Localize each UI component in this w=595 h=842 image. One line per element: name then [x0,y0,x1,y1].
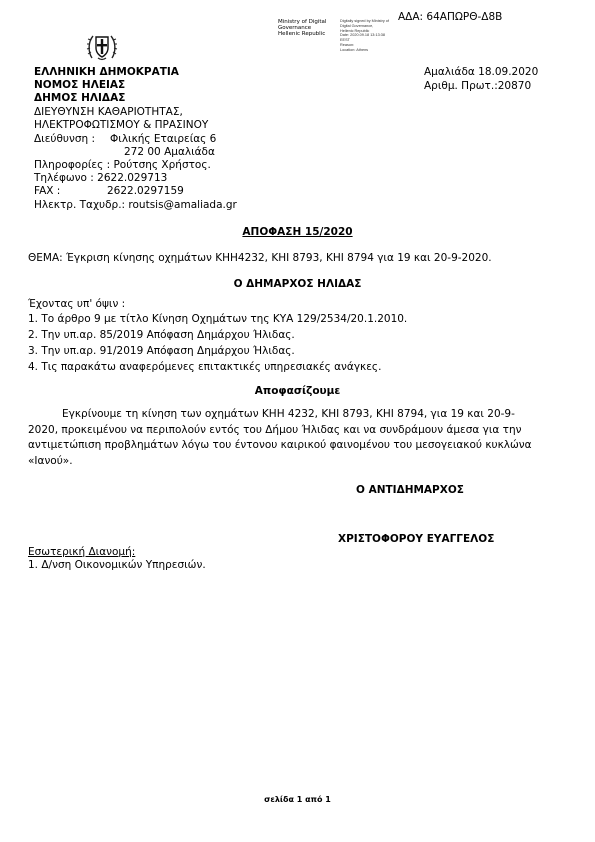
address-label: Διεύθυνση : [34,133,96,145]
fax-label: FAX : [34,185,61,197]
signature-detail-line: Digitally signed by Ministry of [340,19,389,23]
subject-line: ΘΕΜΑ: Έγκριση κίνησης οχημάτων ΚΗΗ4232, ΚΗΙ 8793, ΚΗΙ 8794 για 19 και 20-9-2020. [28,252,492,264]
signature-detail-line: Reason: [340,42,355,47]
department-line: ΔΙΕΥΘΥΝΣΗ ΚΑΘΑΡΙΟΤΗΤΑΣ, [34,106,183,118]
consideration-item: 1. Το άρθρο 9 με τίτλο Κίνηση Οχημάτων της ΚΥΑ 129/2534/20.1.2010. [28,313,408,325]
ada-code: ΑΔΑ: 64ΑΠΩΡΘ-Δ8Β [398,11,503,23]
org-line: ΝΟΜΟΣ ΗΛΕΙΑΣ [34,79,126,91]
signature-detail-line: Hellenic Republic [340,28,370,33]
signature-detail-line: Location: Athens [340,47,369,52]
decide-heading: Αποφασίζουμε [254,385,341,397]
signature-detail-line: Date: 2020.09.18 13:13:38 [340,33,385,38]
signatory-title: Ο ΑΝΤΙΔΗΜΑΡΧΟΣ [356,484,464,496]
signature-org-line: Ministry of Digital [278,19,327,25]
mayor-heading: Ο ΔΗΜΑΡΧΟΣ ΗΛΙΔΑΣ [233,278,362,290]
signature-detail-line: EEST [340,38,350,43]
greek-coat-of-arms-icon [86,30,118,62]
distribution-item: 1. Δ/νση Οικονομικών Υπηρεσιών. [28,559,206,571]
org-line: ΕΛΛΗΝΙΚΗ ΔΗΜΟΚΡΑΤΙΑ [34,66,179,78]
protocol-number: Αριθμ. Πρωτ.:20870 [424,80,532,92]
body-text-line: «Ιανού». [28,455,73,467]
consideration-item: 4. Τις παρακάτω αναφερόμενες επιτακτικές υπηρεσιακές ανάγκες. [28,361,382,373]
org-line: ΔΗΜΟΣ ΗΛΙΔΑΣ [34,92,126,104]
distribution-heading: Εσωτερική Διανομή: [28,546,136,558]
page-footer: σελίδα 1 από 1 [264,795,331,804]
body-text-line: Εγκρίνουμε τη κίνηση των οχημάτων ΚΗΗ 4232, ΚΗΙ 8793, ΚΗΙ 8794, για 19 και 20-9- [62,408,515,420]
signature-org-line: Hellenic Republic [278,31,326,37]
fax-number: 2622.0297159 [107,185,184,197]
contact-person: Πληροφορίες : Ρούτσης Χρήστος. [34,159,211,171]
place-date: Αμαλιάδα 18.09.2020 [424,66,539,78]
signature-org-line: Governance [278,25,312,31]
body-text-line: 2020, προκειμένου να περιπολούν εντός του Δήμου Ήλιδας και να συνδράμουν άμεσα για την [28,424,522,436]
decision-title: ΑΠΟΦΑΣΗ 15/2020 [242,226,353,238]
signature-detail-line: Digital Governance, [340,23,374,28]
phone-number: Τηλέφωνο : 2622.029713 [34,172,168,184]
address-street: Φιλικής Εταιρείας 6 [110,133,217,145]
consideration-item: 2. Την υπ.αρ. 85/2019 Απόφαση Δημάρχου Ήλιδας. [28,329,295,341]
considering-label: Έχοντας υπ' όψιν : [28,298,126,310]
email-address: Ηλεκτρ. Ταχυδρ.: routsis@amaliada.gr [34,199,237,211]
address-city: 272 00 Αμαλιάδα [124,146,215,158]
body-text-line: αντιμετώπιση προβλημάτων λόγω του έντονου καιρικού φαινομένου του μεσογειακού κυκλώνα [28,439,532,451]
department-line: ΗΛΕΚΤΡΟΦΩΤΙΣΜΟΥ & ΠΡΑΣΙΝΟΥ [34,119,209,131]
consideration-item: 3. Την υπ.αρ. 91/2019 Απόφαση Δημάρχου Ήλιδας. [28,345,295,357]
signatory-name: ΧΡΙΣΤΟΦΟΡΟΥ ΕΥΑΓΓΕΛΟΣ [338,533,495,545]
